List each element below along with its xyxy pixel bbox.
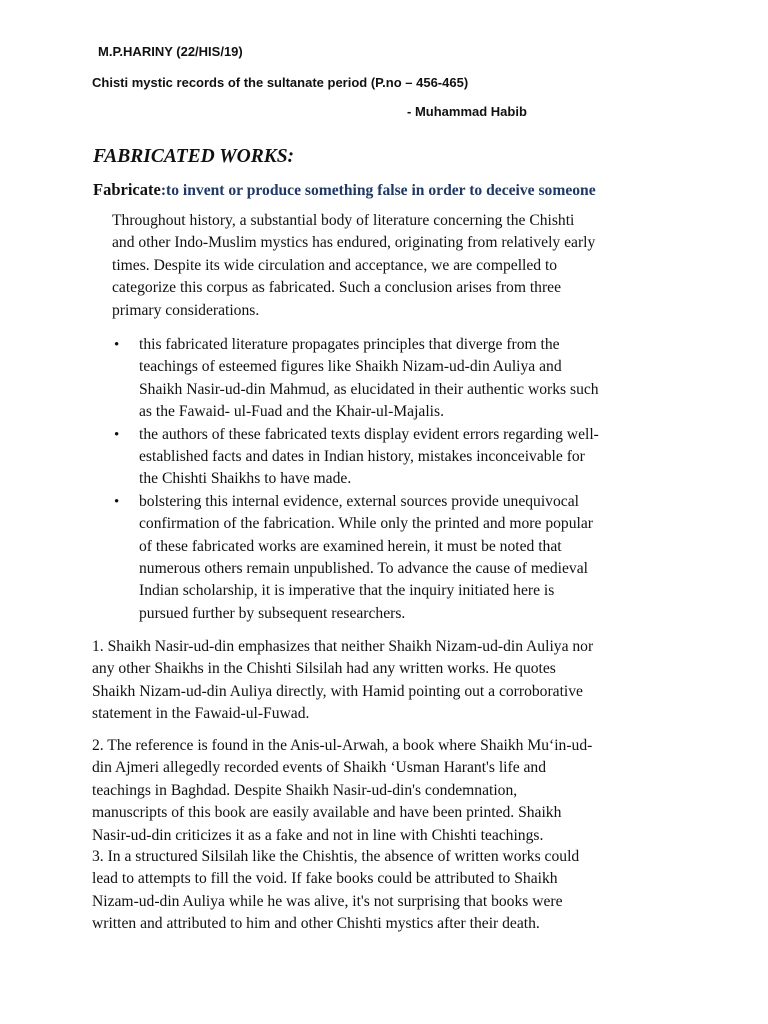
text-line: and other Indo-Muslim mystics has endured, originating from relatively early [112,234,596,252]
text-line: Nizam-ud-din Auliya while he was alive, it's not surprising that books were [92,892,563,910]
text-line: lead to attempts to fill the void. If fake books could be attributed to Shaikh [92,870,558,888]
text-line: written and attributed to him and other Chishti mystics after their death. [92,915,540,933]
text-line: statement in the Fawaid-ul-Fuwad. [92,705,310,723]
text-line: Indian scholarship, it is imperative that the inquiry initiated here is [139,582,555,600]
text-line: pursued further by subsequent researchers. [139,604,406,622]
text-line: the Chishti Shaikhs to have made. [139,470,352,488]
text-line: Shaikh Nasir-ud-din Mahmud, as elucidated in their authentic works such [139,380,599,398]
text-line: established facts and dates in Indian history, mistakes inconceivable for [139,448,585,466]
text-line: of these fabricated works are examined herein, it must be noted that [139,537,562,555]
source-reference: Chisti mystic records of the sultanate period (P.no – 456-465) [92,75,469,90]
numbered-paragraph-2 [92,735,687,847]
list-item [112,334,682,424]
text-line: as the Fawaid- ul-Fuad and the Khair-ul-Majalis. [139,403,444,421]
definition [93,180,596,200]
bullet-icon: • [114,426,120,443]
author-name: M.P.HARINY (22/HIS/19) [98,44,243,59]
section-title: FABRICATED WORKS: [93,146,295,167]
text-line: categorize this corpus as fabricated. Such a conclusion arises from three [112,279,562,297]
text-line: primary considerations. [112,301,260,319]
text-line: 2. The reference is found in the Anis-ul-Arwah, a book where Shaikh Mu‘in-ud- [92,737,593,754]
text-line: bolstering this internal evidence, external sources provide unequivocal [139,492,579,510]
text-line: the authors of these fabricated texts display evident errors regarding well- [139,425,599,443]
text-line: din Ajmeri allegedly recorded events of Shaikh ‘Usman Harant's life and [92,759,547,777]
bullet-icon: • [114,337,120,353]
text-line: numerous others remain unpublished. To advance the cause of medieval [139,560,588,578]
text-line: any other Shaikhs in the Chishti Silsilah had any written works. He quotes [92,660,556,678]
intro-paragraph [112,210,687,322]
definition-text: :to invent or produce something false in order to deceive someone [160,182,596,199]
text-line: 1. Shaikh Nasir-ud-din emphasizes that neither Shaikh Nizam-ud-din Auliya nor [92,638,594,655]
text-line: times. Despite its wide circulation and acceptance, we are compelled to [112,256,558,274]
text-line: Throughout history, a substantial body of literature concerning the Chishti [112,212,575,229]
numbered-paragraph-1 [92,636,687,726]
text-line: teachings in Baghdad. Despite Shaikh Nasir-ud-din's condemnation, [92,781,518,799]
definition-term: Fabricate [93,180,161,199]
text-line: 3. In a structured Silsilah like the Chishtis, the absence of written works could [92,848,580,865]
considerations-list [112,334,682,625]
text-line: Shaikh Nizam-ud-din Auliya directly, with Hamid pointing out a corroborative [92,682,583,700]
list-item [112,424,682,491]
text-line: manuscripts of this book are easily available and have been printed. Shaikh [92,804,562,822]
text-line: confirmation of the fabrication. While only the printed and more popular [139,515,593,533]
text-line: this fabricated literature propagates principles that diverge from the [139,336,560,353]
text-line: Nasir-ud-din criticizes it as a fake and not in line with Chishti teachings. [92,826,544,844]
list-item [112,491,682,625]
text-line: teachings of esteemed figures like Shaikh Nizam-ud-din Auliya and [139,358,562,376]
byline: - Muhammad Habib [407,104,527,119]
numbered-paragraph-3 [92,846,687,936]
bullet-icon: • [114,493,120,510]
